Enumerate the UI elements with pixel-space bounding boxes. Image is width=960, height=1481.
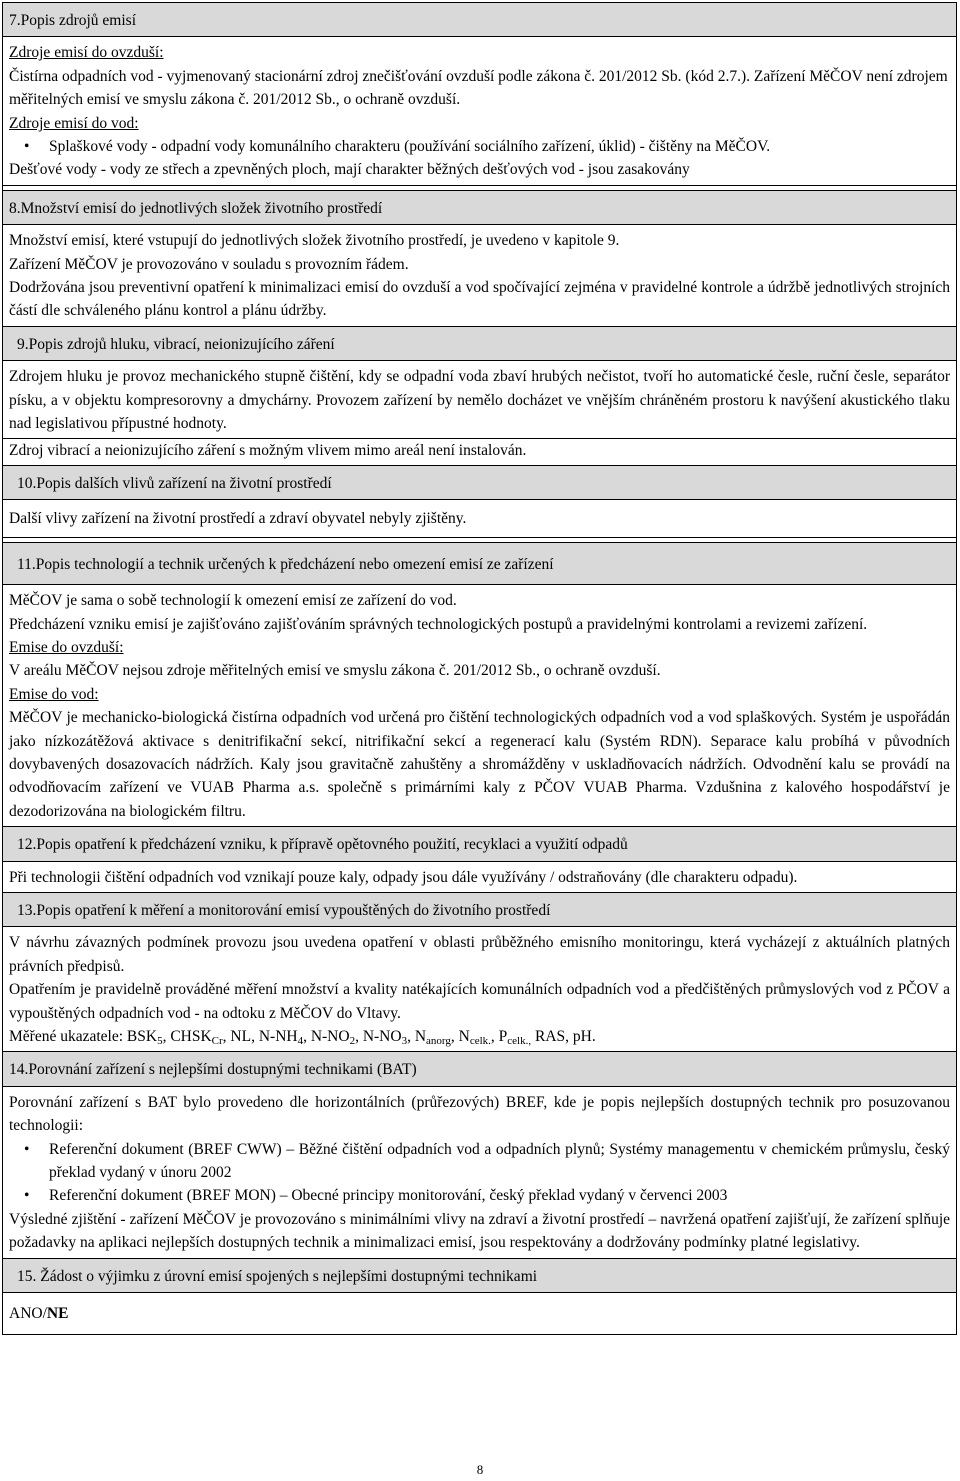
air-sources-label: Zdroje emisí do ovzduší: (9, 44, 164, 62)
subscript: 3 (401, 1035, 408, 1048)
water-emissions-label: Emise do vod: (9, 685, 99, 703)
section-10-body (2, 500, 957, 537)
indicator-text: , N (407, 1028, 427, 1046)
measured-indicators (9, 1025, 950, 1048)
paragraph: MěČOV je mechanicko-biologická čistírna odpadních vod určená pro čištění technologických odpadních vod a vod splaškových. Systém je uspořádán jako nízkozátěžová aktivace s denitrifikační sekcí, nitrifikační sekcí a regenerací kalu (Systém RDN). Separace kalu probíhá v původních dovybavených dosazovacích nádržích. Kaly jsou gravitačně zahuštěny a shromážděny v uskladňovacích nádržích. Odvodnění kalu se provádí na odvodňovacím zařízení ve VUAB Pharma a.s. společně s primárními kaly z PČOV VUAB Pharma. Vzdušnina z kalového hospodářství je dezodorizována na biologickém filtru. (9, 709, 950, 820)
subscript: anorg (426, 1035, 451, 1048)
section-7-body (2, 37, 957, 185)
paragraph: Porovnání zařízení s BAT bylo provedeno dle horizontálních (průřezových) BREF, kde je popis nejlepších dostupných technik pro posuzovanou technologii: (9, 1093, 950, 1135)
list-item: • Referenční dokument (BREF MON) – Obecné principy monitorování, český překlad vydaný v červenci 2003 (9, 1184, 950, 1207)
answer-yes: ANO/ (9, 1305, 47, 1323)
section-9-body (2, 361, 957, 466)
text-separator: , (162, 1028, 171, 1046)
section-13-body (2, 927, 957, 1052)
section-15-heading: 15. Žádost o výjimku z úrovní emisí spojených s nejlepšími dostupnými technikami (2, 1259, 957, 1293)
indicators-label: Měřené ukazatele: (9, 1028, 127, 1046)
paragraph: Zdrojem hluku je provoz mechanického stupně čištění, kdy se odpadní voda zbaví hrubých nečistot, tvoří ho automatické česle, ruční česle, separátor písku, a v objektu kompresorovny a dmychárny. Provozem zařízení by nemělo docházet ve vnějším chráněném prostoru k navýšení akustického tlaku nad legislativou přípustné hodnoty. (3, 365, 956, 438)
section-7-heading: 7.Popis zdrojů emisí (2, 3, 957, 37)
water-sources-label: Zdroje emisí do vod: (9, 114, 139, 132)
indicator-text: RAS, pH. (531, 1028, 596, 1046)
paragraph: Dodržována jsou preventivní opatření k minimalizaci emisí do ovzduší a vod spočívající zejména v pravidelné kontrole a údržbě jednotlivých strojních částí dle schváleného plánu kontrol a plánu údržby. (9, 279, 950, 320)
paragraph: V areálu MěČOV nejsou zdroje měřitelných emisí ve smyslu zákona č. 201/2012 Sb., o ochraně ovzduší. (9, 662, 661, 680)
section-14-heading: 14.Porovnání zařízení s nejlepšími dostupnými technikami (BAT) (2, 1052, 957, 1086)
section-11-heading: 11.Popis technologií a technik určených k předcházení nebo omezení emisí ze zařízení (2, 543, 957, 585)
paragraph: Další vlivy zařízení na životní prostředí a zdraví obyvatel nebyly zjištěny. (9, 510, 467, 528)
water-sources-list (9, 135, 950, 158)
air-emissions-label: Emise do ovzduší: (9, 638, 124, 656)
paragraph: Opatřením je pravidelně prováděné měření množství a kvality natékajících komunálních odpadních vod a předčištěných průmyslových vod z PČOV a vypouštěných odpadních vod - na odtoku z MěČOV do Vltavy. (9, 981, 950, 1022)
indicator-text: , N-NO (355, 1028, 402, 1046)
list-item: • Referenční dokument (BREF CWW) – Běžné čištění odpadních vod a odpadních plynů; Systémy managementu v chemickém průmyslu, český překlad vydaný v únoru 2002 (9, 1138, 950, 1185)
rain-water-text: Dešťové vody - vody ze střech a zpevněných ploch, mají charakter běžných dešťových vod - jsou zasakovány (9, 161, 690, 179)
air-sources-text: Čistírna odpadních vod - vyjmenovaný stacionární zdroj znečišťování ovzduší podle zákona č. 201/2012 Sb. (kód 2.7.). Zařízení MěČOV není zdrojem měřitelných emisí ve smyslu zákona č. 201/2012 Sb., o ochraně ovzduší. (9, 67, 948, 109)
subscript: celk. (469, 1035, 491, 1048)
subscript: celk., (507, 1035, 532, 1048)
paragraph: Při technologii čištění odpadních vod vznikají pouze kaly, odpady jsou dále využívány / odstraňovány (dle charakteru odpadu). (9, 868, 798, 886)
indicator-text: , N (450, 1028, 470, 1046)
section-14-body (2, 1087, 957, 1259)
paragraph: V návrhu závazných podmínek provozu jsou uvedena opatření v oblasti průběžného emisního monitoringu, která vycházejí z aktuálních platných právních předpisů. (9, 934, 950, 975)
indicator-bsk: BSK (126, 1028, 158, 1046)
section-8-heading: 8.Množství emisí do jednotlivých složek životního prostředí (2, 191, 957, 225)
indicator-chsk: CHSK (170, 1028, 212, 1046)
list-item: • Splaškové vody - odpadní vody komunálního charakteru (používání sociálního zařízení, úklid) - čištěny na MěČOV. (9, 135, 950, 158)
paragraph: Výsledné zjištění - zařízení MěČOV je provozováno s minimálními vlivy na zdraví a životní prostředí – navržená opatření zajišťují, že zařízení splňuje požadavky na aplikaci nejlepších dostupných technik a minimalizaci emisí, jsou respektovány a dodržovány podmínky platné legislativy. (9, 1210, 950, 1252)
subscript: Cr (211, 1035, 223, 1048)
indicator-text: , NL, N-NH (222, 1028, 298, 1046)
indicator-text: , P (490, 1028, 508, 1046)
document-page (2, 2, 957, 1335)
subscript: 4 (297, 1035, 304, 1048)
section-13-heading: 13.Popis opatření k měření a monitorování emisí vypouštěných do životního prostředí (2, 893, 957, 927)
paragraph: Předcházení vzniku emisí je zajišťováno zajišťováním správných technologických postupů a pravidelnými kontrolami a revizemi zařízení. (9, 615, 868, 633)
section-12-body (2, 862, 957, 893)
section-11-body (2, 585, 957, 827)
section-15-body (2, 1293, 957, 1334)
paragraph: Množství emisí, které vstupují do jednotlivých složek životního prostředí, je uvedeno v kapitole 9. (9, 232, 620, 250)
answer-no: NE (46, 1305, 69, 1323)
section-9-heading: 9.Popis zdrojů hluku, vibrací, neionizujícího záření (2, 327, 957, 361)
paragraph: Zdroj vibrací a neionizujícího záření s možným vlivem mimo areál není instalován. (9, 441, 527, 459)
bref-list (9, 1138, 950, 1208)
section-8-body (2, 225, 957, 327)
subscript: 2 (349, 1035, 356, 1048)
page-number: 8 (476, 1462, 484, 1477)
section-12-heading: 12.Popis opatření k předcházení vzniku, k přípravě opětovného použití, recyklaci a využití odpadů (2, 827, 957, 861)
paragraph: MěČOV je sama o sobě technologií k omezení emisí ze zařízení do vod. (9, 592, 457, 610)
paragraph: Zařízení MěČOV je provozováno v souladu s provozním řádem. (9, 255, 409, 273)
indicator-text: , N-NO (303, 1028, 350, 1046)
subscript: 5 (157, 1035, 163, 1048)
section-10-heading: 10.Popis dalších vlivů zařízení na životní prostředí (2, 466, 957, 500)
